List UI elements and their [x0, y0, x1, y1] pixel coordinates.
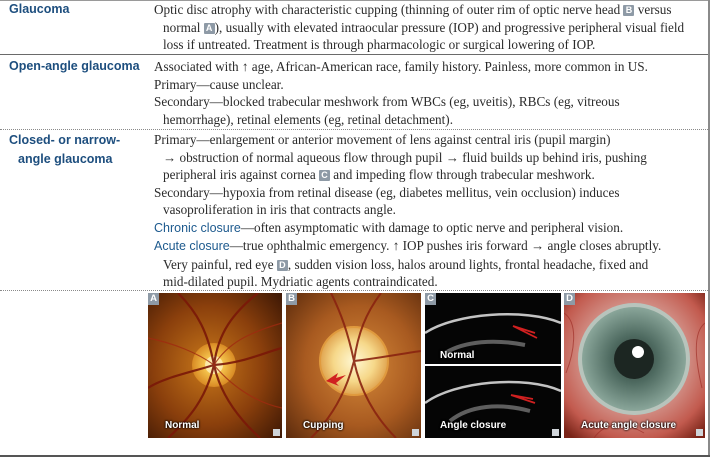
definition-glaucoma [154, 1, 704, 54]
figure-letter: B [286, 293, 297, 305]
eye-photo [564, 293, 705, 438]
line: vasoproliferation in iris that contracts angle. [163, 202, 396, 217]
figure-b-cupping-fundus[interactable] [286, 293, 421, 438]
line: Primary—cause unclear. [154, 76, 284, 92]
definition-open-angle [154, 58, 704, 128]
figure-c-badge[interactable]: C [319, 170, 330, 181]
line: Acute closure—true ophthalmic emergency. ↑ IOP pushes iris forward → angle closes abruptly. [154, 238, 662, 253]
term-line: Closed- or narrow- [9, 133, 121, 147]
row-divider [0, 290, 708, 291]
line: Associated with ↑ age, African-American race, family history. Painless, more common in US. [154, 59, 648, 74]
line: Primary—enlargement or anterior movement of lens against central iris (pupil margin) [154, 132, 611, 147]
line: Very painful, red eye D , sudden vision loss, halos around lights, frontal headache, fixed and [163, 256, 649, 272]
line: loss if untreated. Treatment is through pharmacologic or surgical lowering of IOP. [163, 37, 596, 52]
line: → obstruction of normal aqueous flow through pupil → fluid builds up behind iris, pushing [163, 149, 647, 165]
row-divider [0, 54, 708, 55]
figure-caption: Acute angle closure [581, 420, 677, 431]
fundus-image [286, 293, 421, 438]
expand-icon[interactable] [696, 429, 703, 436]
figure-c-oct-images[interactable] [425, 293, 561, 438]
figure-a-badge[interactable]: A [204, 23, 215, 34]
figure-d-acute-angle-closure[interactable] [564, 293, 705, 438]
oct-image [425, 293, 561, 438]
figure-b-badge[interactable]: B [623, 5, 634, 16]
figure-caption-bottom: Angle closure [440, 420, 507, 431]
term-closed-angle-glaucoma [9, 131, 120, 169]
term-line: angle glaucoma [18, 152, 113, 166]
figure-letter: A [148, 293, 159, 305]
figure-d-badge[interactable]: D [277, 260, 288, 271]
figure-caption: Normal [165, 420, 200, 431]
figure-caption-top: Normal [440, 350, 475, 361]
bottom-border [0, 455, 710, 457]
line: Optic disc atrophy with characteristic cupping (thinning of outer rim of optic nerve head B versus [154, 2, 672, 17]
expand-icon[interactable] [552, 429, 559, 436]
line: mid-dilated pupil. Mydriatic agents contraindicated. [163, 274, 438, 289]
expand-icon[interactable] [412, 429, 419, 436]
acute-closure-label: Acute closure [154, 239, 230, 253]
figure-letter: C [425, 293, 436, 305]
line: hemorrhage), retinal elements (eg, retinal detachment). [163, 111, 453, 127]
expand-icon[interactable] [273, 429, 280, 436]
chronic-closure-label: Chronic closure [154, 220, 241, 235]
line: Chronic closure—often asymptomatic with damage to optic nerve and peripheral vision. [154, 219, 624, 235]
figure-a-normal-fundus[interactable] [148, 293, 282, 438]
line: peripheral iris against cornea C and impeding flow through trabecular meshwork. [163, 167, 595, 182]
fundus-image [148, 293, 282, 438]
line: normal A ), usually with elevated intraocular pressure (IOP) and progressive peripheral visual field [163, 19, 685, 35]
right-border [708, 0, 710, 456]
row-divider [0, 129, 708, 130]
definition-closed-angle [154, 131, 704, 291]
figure-letter: D [564, 293, 575, 305]
line: Secondary—blocked trabecular meshwork from WBCs (eg, uveitis), RBCs (eg, vitreous [154, 94, 620, 109]
figure-caption: Cupping [303, 420, 344, 431]
term-open-angle-glaucoma: Open-angle glaucoma [9, 59, 140, 73]
line: Secondary—hypoxia from retinal disease (eg, diabetes mellitus, vein occlusion) induces [154, 184, 620, 200]
term-glaucoma: Glaucoma [9, 2, 70, 16]
